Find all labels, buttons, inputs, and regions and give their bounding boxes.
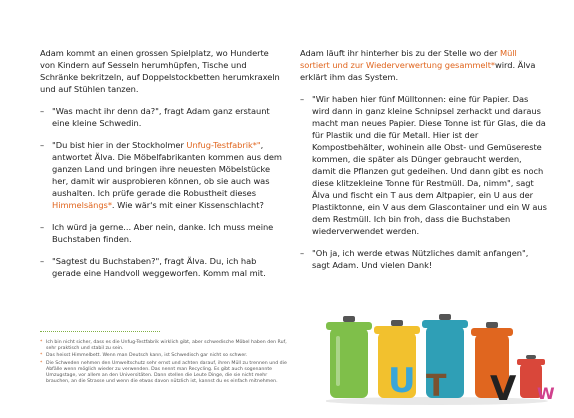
- dialogue-text: . Wie wär's mit einer Kissenschlacht?: [111, 200, 264, 210]
- dash-marker: –: [40, 140, 45, 150]
- right-dialogue-list: [300, 93, 547, 271]
- dialogue-text: Ich würd ja gerne... Aber nein, danke. Ich muss meine Buchstaben finden.: [52, 222, 274, 244]
- dash-marker: –: [300, 248, 305, 258]
- left-intro-paragraph: Adam kommt an einen grossen Spielplatz, wo Hunderte von Kindern auf Sesseln herumhüpfen, Tische und Schränke bekritzeln, auf Doppelstockbetten herumkraxeln und auf Stühlen tanzen.: [40, 48, 280, 94]
- highlight-himmelsaeng: Himmelsängs*: [52, 200, 112, 210]
- footnote-divider: [40, 331, 160, 332]
- footnote-marker: *: [40, 360, 43, 366]
- dialogue-item: [40, 221, 286, 245]
- right-intro-paragraph: [300, 47, 547, 83]
- letter-t: T: [426, 369, 447, 404]
- dialogue-text: "Wir haben hier fünf Mülltonnen: eine für Papier. Das wird dann in ganz kleine Schnipsel zerhackt und daraus macht man neues Papier. Diese Tonne ist für Glas, die da für Plastik und die für Metall. Hier ist der Kompostbehälter, wohinein alle Obst- und Gemüsereste kommen, die später als Dünger gebraucht werden, damit die Pflanzen gut gedeihen. Und dann gibt es noch diese klitzekleine Tonne für Restmüll. Da, nimm", sagt Älva und fischt ein T aus dem Altpapier, ein U aus der Plastiktonne, ein V aus dem Glascontainer und ein W aus dem Restmüll. Ich bin froh, dass die Buchstaben wiederverwendet werden.: [312, 94, 547, 236]
- left-dialogue-list: [40, 105, 286, 279]
- dialogue-item: [40, 105, 286, 129]
- intro-text: wird. Älva erklärt ihm das System.: [300, 60, 536, 82]
- dialogue-item: [300, 247, 547, 271]
- recycling-bins-illustration: [326, 306, 556, 406]
- letter-u: U: [388, 361, 416, 401]
- dash-marker: –: [40, 106, 45, 116]
- dash-marker: –: [300, 94, 305, 104]
- footnote-marker: *: [40, 353, 43, 359]
- letter-w: W: [537, 384, 555, 403]
- footnote-text: Das heisst Himmelbett. Wenn man Deutsch kann, ist Schwedisch gar nicht so schwer.: [46, 353, 248, 359]
- highlight-unfug-testfabrik: Unfug-Testfabrik*": [186, 140, 261, 150]
- footnote-item: [40, 340, 290, 352]
- dialogue-item: [40, 139, 286, 211]
- green-bin-icon: [326, 316, 372, 398]
- intro-text: Adam läuft ihr hinterher bis zu der Stelle wo der: [300, 48, 500, 58]
- letter-v: V: [490, 369, 517, 406]
- footnote-item: [40, 361, 290, 386]
- highlight-muell-sortiert: Müll sortiert und zur Wiederverwertung gesammelt*: [300, 48, 517, 70]
- footnotes: [40, 340, 290, 386]
- dialogue-text: "Oh ja, ich werde etwas Nützliches damit anfangen", sagt Adam. Und vielen Dank!: [312, 248, 529, 270]
- dialogue-text: "Du bist hier in der Stockholmer: [52, 140, 187, 150]
- left-page-text: [40, 47, 286, 279]
- footnote-text: Ich bin nicht sicher, dass es die Unfug-Testfabrik wirklich gibt, aber schwedische Möbel haben den Ruf, sehr praktisch und stabil zu sein.: [46, 340, 287, 352]
- footnote-marker: *: [40, 340, 43, 345]
- right-page-text: [300, 47, 547, 271]
- footnote-item: [40, 353, 290, 359]
- dash-marker: –: [40, 256, 45, 266]
- dialogue-item: [40, 255, 286, 279]
- dash-marker: –: [40, 222, 45, 232]
- dialogue-text: "Was macht ihr denn da?", fragt Adam ganz erstaunt eine kleine Schwedin.: [52, 106, 270, 128]
- dialogue-text: "Sagtest du Buchstaben?", fragt Älva. Du, ich hab gerade eine Handvoll weggeworfen. Komm mal mit.: [52, 256, 266, 278]
- footnote-text: Die Schweden nehmen den Umweltschutz sehr ernst und achten darauf, ihren Müll zu trennen und die Abfälle wenn möglich wieder zu verwenden. Das nennt man Recycling. Es gibt auch sogenannte Umzugstage, vor allem an den Universitäten. Dann stellen die Leute Dinge, die sie nicht mehr brauchen, an die Strasse und wenn die etwas davon nützlich ist, kannst du es einfach mitnehmen.: [46, 360, 287, 385]
- dialogue-text: , antwortet Älva. Die Möbelfabrikanten kommen aus dem ganzen Land und bringen ihre neuesten Möbelstücke her, damit wir ausprobieren können, ob sie auch was aushalten. Ich prüfe gerade die Robustheit dieses: [52, 140, 282, 198]
- dialogue-item: [300, 93, 547, 237]
